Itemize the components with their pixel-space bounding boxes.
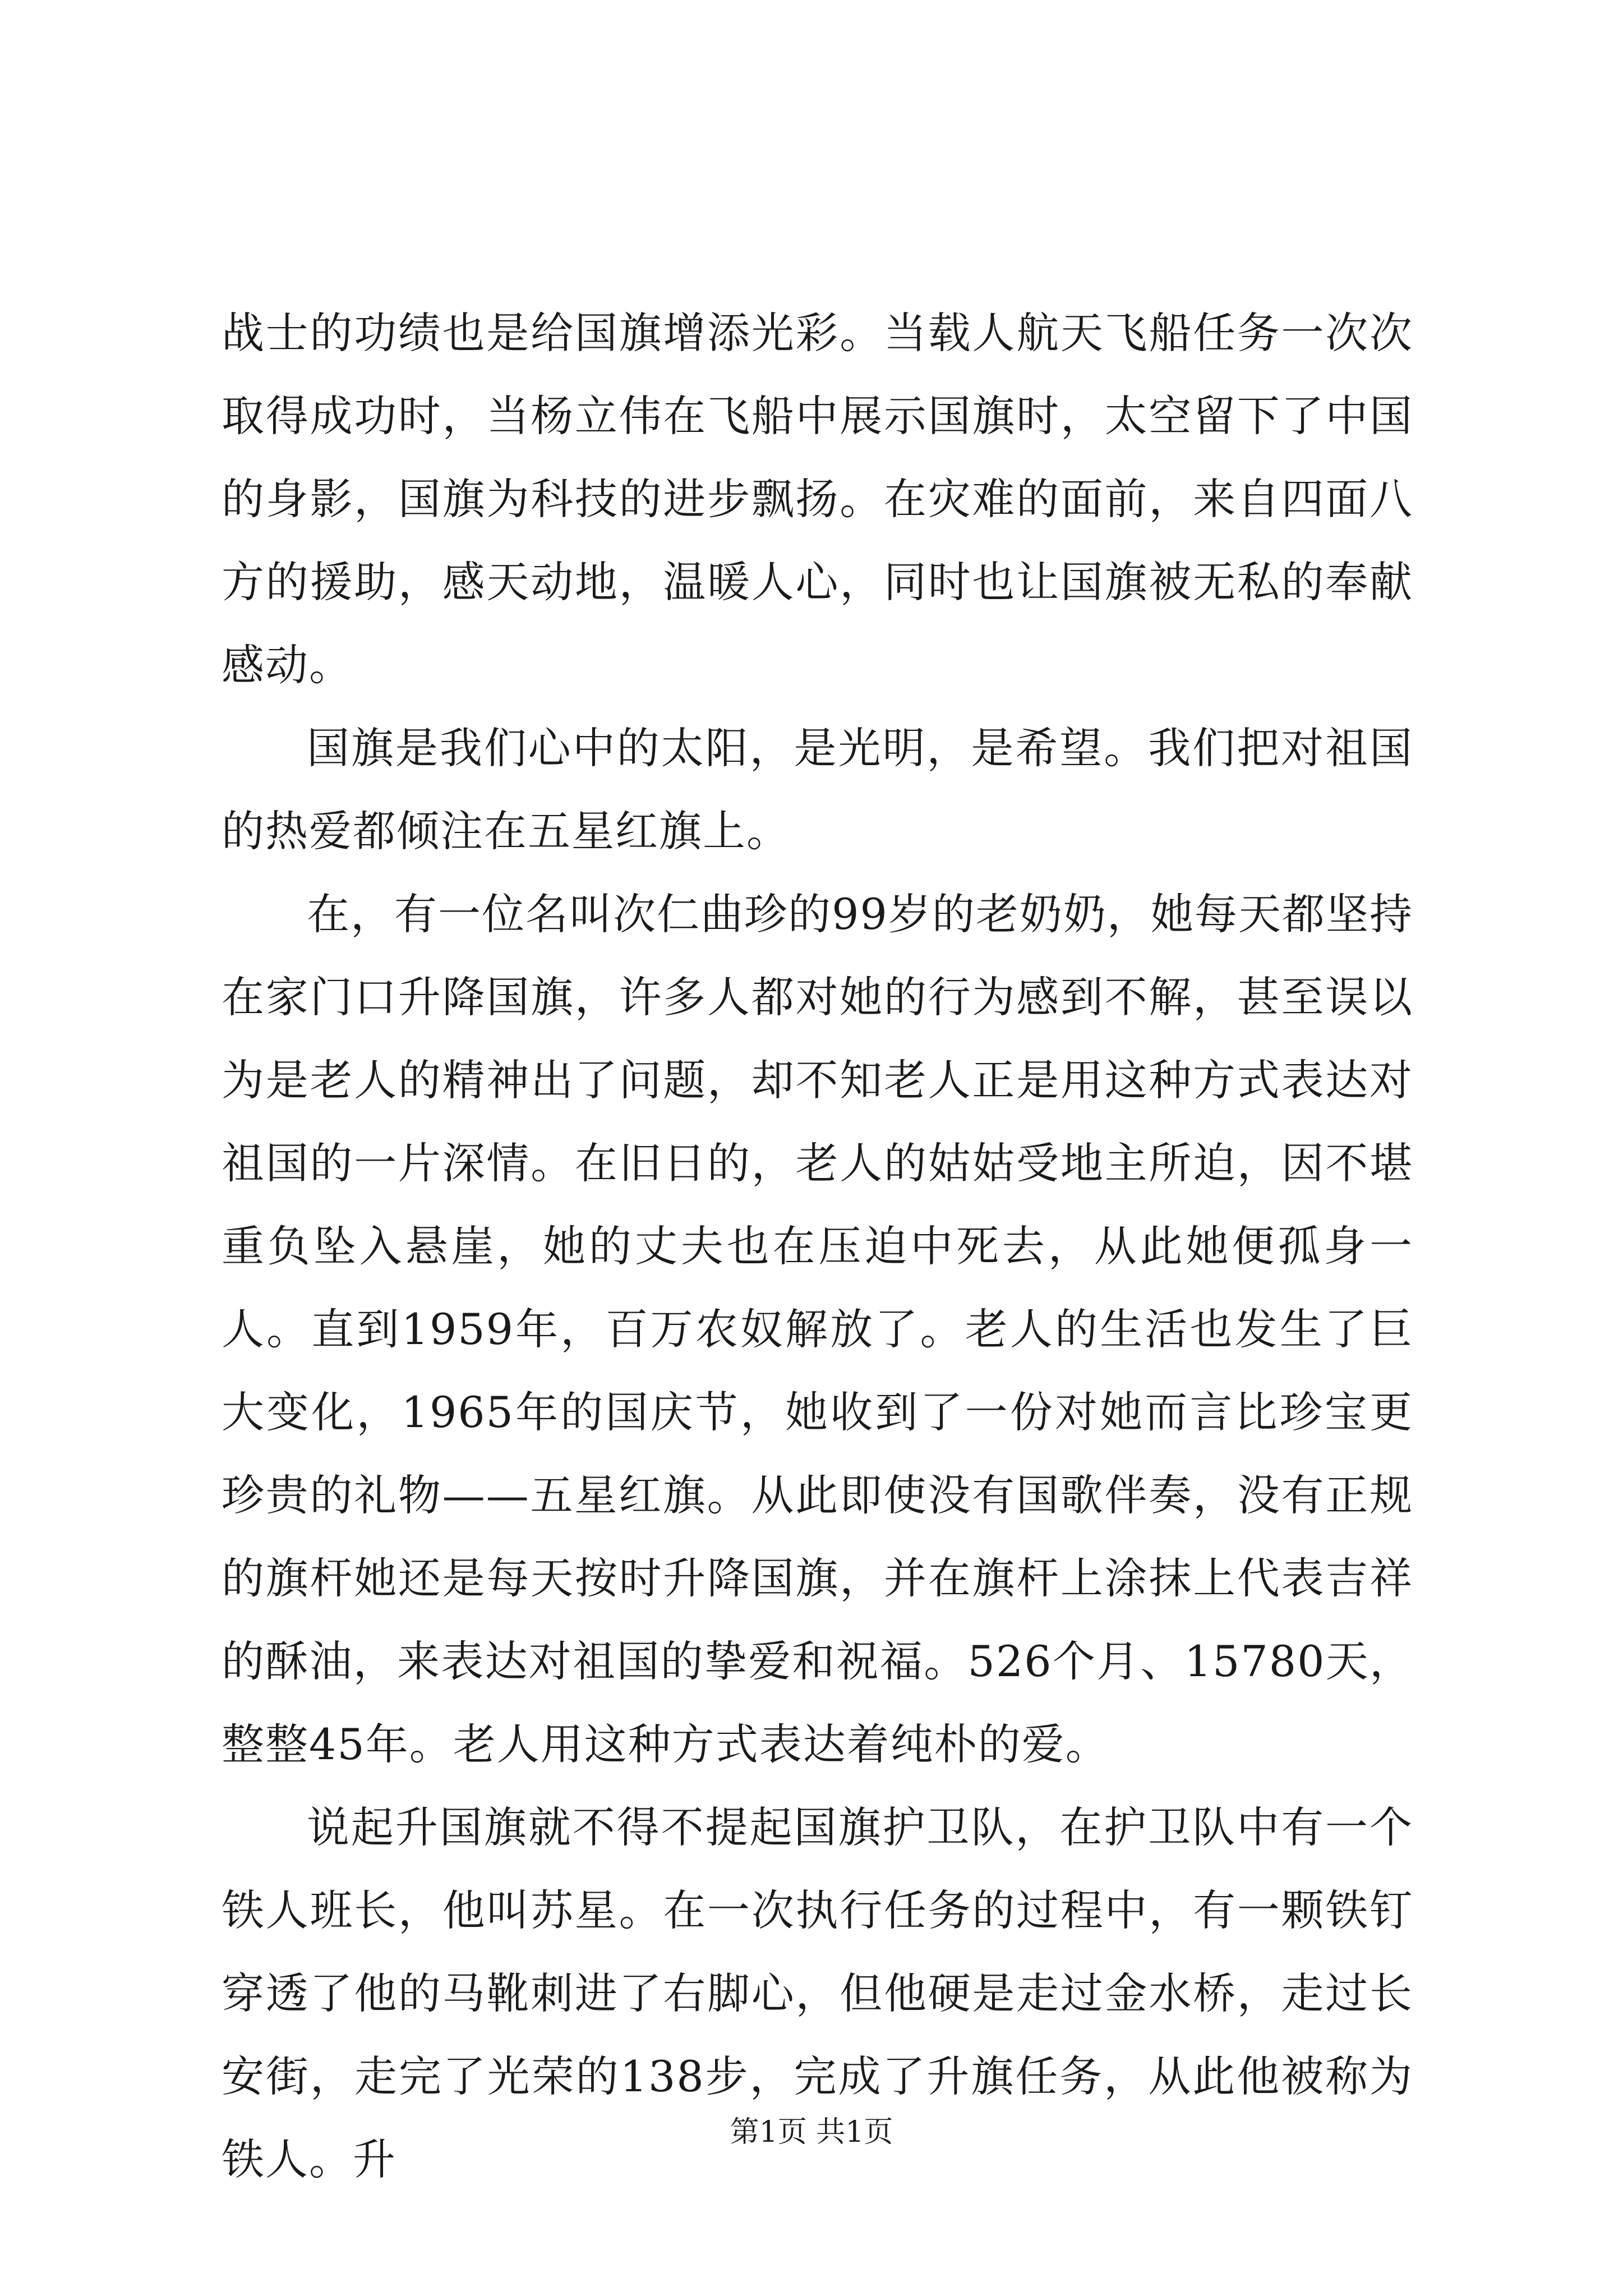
page-footer: 第1页 共1页	[730, 2115, 893, 2149]
paragraph-3: 在，有一位名叫次仁曲珍的99岁的老奶奶，她每天都坚持在家门口升降国旗，许多人都对她的行为感到不解，甚至误以为是老人的精神出了问题，却不知老人正是用这种方式表达对祖国的一片深情。在旧日的，老人的姑姑受地主所迫，因不堪重负坠入悬崖，她的丈夫也在压迫中死去，从此她便孤身一人。直到1959年，百万农奴解放了。老人的生活也发生了巨大变化，1965年的国庆节，她收到了一份对她而言比珍宝更珍贵的礼物——五星红旗。从此即使没有国歌伴奏，没有正规的旗杆她还是每天按时升降国旗，并在旗杆上涂抹上代表吉祥的酥油，来表达对祖国的挚爱和祝福。526个月、15780天，整整45年。老人用这种方式表达着纯朴的爱。	[222, 889, 1413, 1769]
document-body	[222, 292, 1413, 2201]
paragraph-1: 战士的功绩也是给国旗增添光彩。当载人航天飞船任务一次次取得成功时，当杨立伟在飞船中展示国旗时，太空留下了中国的身影，国旗为科技的进步飘扬。在灾难的面前，来自四面八方的援助，感天动地，温暖人心，同时也让国旗被无私的奉献感动。	[222, 308, 1413, 690]
paragraph-4: 说起升国旗就不得不提起国旗护卫队，在护卫队中有一个铁人班长，他叫苏星。在一次执行任务的过程中，有一颗铁钉穿透了他的马靴刺进了右脚心，但他硬是走过金水桥，走过长安街，走完了光荣的138步，完成了升旗任务，从此他被称为铁人。升	[222, 1802, 1413, 2184]
paragraph-2: 国旗是我们心中的太阳，是光明，是希望。我们把对祖国的热爱都倾注在五星红旗上。	[222, 723, 1413, 856]
